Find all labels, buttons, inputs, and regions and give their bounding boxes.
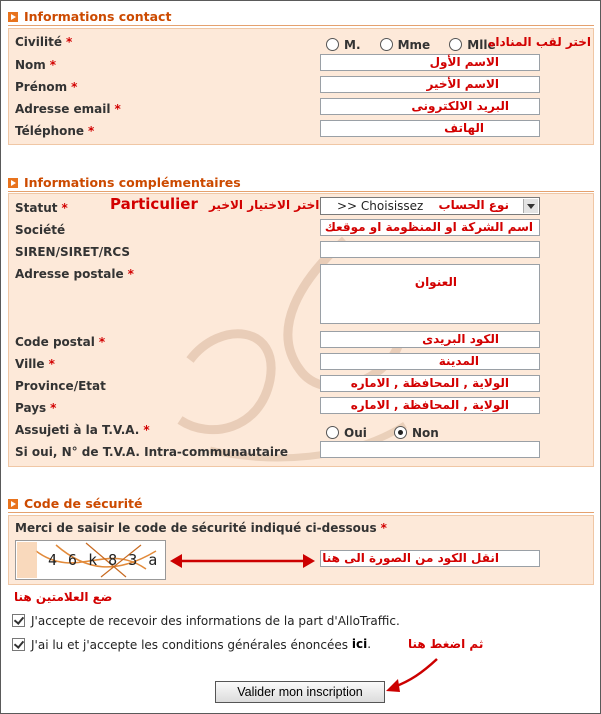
statut-select-hint: نوع الحساب (438, 198, 509, 212)
prenom-input[interactable] (320, 76, 540, 93)
tva-radio-group: Oui Non (326, 422, 453, 441)
pays-label: Pays * (15, 401, 57, 415)
province-input[interactable] (320, 375, 540, 392)
click-hint: ثم اضغط هنا (408, 637, 484, 651)
chevron-down-icon[interactable] (523, 199, 538, 213)
tel-input[interactable] (320, 120, 540, 137)
section-title-securite: Code de sécurité (8, 496, 142, 511)
pays-hint: الولاية , المحافظة , الاماره (350, 398, 509, 412)
tel-label: Téléphone * (15, 124, 95, 138)
cp-label: Code postal * (15, 335, 106, 349)
email-hint: البريد الالكترونى (411, 99, 509, 113)
tva-num-label: Si oui, N° de T.V.A. Intra-communautaire (15, 445, 288, 459)
tva-radio-non[interactable] (394, 426, 407, 439)
cp-input[interactable] (320, 331, 540, 348)
nom-label: Nom * (15, 58, 57, 72)
agree-newsletter: J'accepte de recevoir des informations de la part d'AlloTraffic. (12, 613, 400, 628)
captcha-text: 4 6 k 8 3 a (48, 551, 159, 569)
adresse-hint: العنوان (414, 275, 457, 289)
tel-hint: الهاتف (444, 121, 484, 135)
section-bullet-icon (8, 178, 18, 188)
statut-select[interactable]: >> Choisissez نوع الحساب (320, 197, 540, 215)
section-title-complementaires: Informations complémentaires (8, 175, 241, 190)
tva-label: Assujeti à la T.V.A. * (15, 423, 150, 437)
siren-label: SIREN/SIRET/RCS (15, 245, 130, 259)
ville-label: Ville * (15, 357, 55, 371)
checkbox-hint: ضع العلامتين هنا (14, 590, 113, 604)
statut-hint: Particulier اختر الاختيار الاخير (110, 195, 320, 213)
province-hint: الولاية , المحافظة , الاماره (350, 376, 509, 390)
tva-radio-oui[interactable] (326, 426, 339, 439)
pointer-arrow-icon (382, 655, 442, 695)
pays-input[interactable] (320, 397, 540, 414)
societe-hint: اسم الشركة او المنظومة او موقعك (324, 220, 533, 234)
double-arrow-icon (170, 552, 315, 570)
ville-input[interactable] (320, 353, 540, 370)
civilite-hint: اختر لقب المناداه (488, 35, 591, 49)
email-input[interactable] (320, 98, 540, 115)
adresse-textarea[interactable] (320, 264, 540, 324)
societe-input[interactable] (320, 219, 540, 236)
tva-num-input[interactable] (320, 441, 540, 458)
civilite-radio-mme[interactable] (380, 38, 393, 51)
cp-hint: الكود البريدى (422, 332, 499, 346)
security-code-hint: انقل الكود من الصورة الى هنا (322, 551, 499, 565)
prenom-hint: الاسم الأخير (426, 77, 499, 91)
section-title-contact: Informations contact (8, 9, 171, 24)
agree-cgv: J'ai lu et j'accepte les conditions générales énoncées ici. (12, 637, 371, 652)
ville-hint: المدينة (438, 354, 479, 368)
civilite-radio-group: M. Mme Mlle (326, 34, 510, 53)
submit-button[interactable]: Valider mon inscription (215, 681, 385, 703)
nom-hint: الاسم الأول (429, 55, 499, 69)
section-bullet-icon (8, 499, 18, 509)
section-divider (8, 512, 594, 513)
siren-input[interactable] (320, 241, 540, 258)
agree-newsletter-checkbox[interactable] (12, 614, 25, 627)
email-label: Adresse email * (15, 102, 121, 116)
adresse-label: Adresse postale * (15, 267, 134, 281)
section-bullet-icon (8, 12, 18, 22)
province-label: Province/Etat (15, 379, 106, 393)
societe-label: Société (15, 223, 66, 237)
security-code-input[interactable] (320, 550, 540, 567)
securite-instruction: Merci de saisir le code de sécurité indiqué ci-dessous * (15, 521, 387, 535)
nom-input[interactable] (320, 54, 540, 71)
agree-cgv-checkbox[interactable] (12, 638, 25, 651)
civilite-radio-m[interactable] (326, 38, 339, 51)
statut-label: Statut * (15, 201, 68, 215)
captcha-image (15, 540, 166, 580)
section-divider (8, 191, 594, 192)
section-divider (8, 25, 594, 26)
cgv-link[interactable]: ici (351, 637, 368, 651)
civilite-radio-mlle[interactable] (449, 38, 462, 51)
civilite-label: Civilité * (15, 35, 73, 49)
prenom-label: Prénom * (15, 80, 78, 94)
